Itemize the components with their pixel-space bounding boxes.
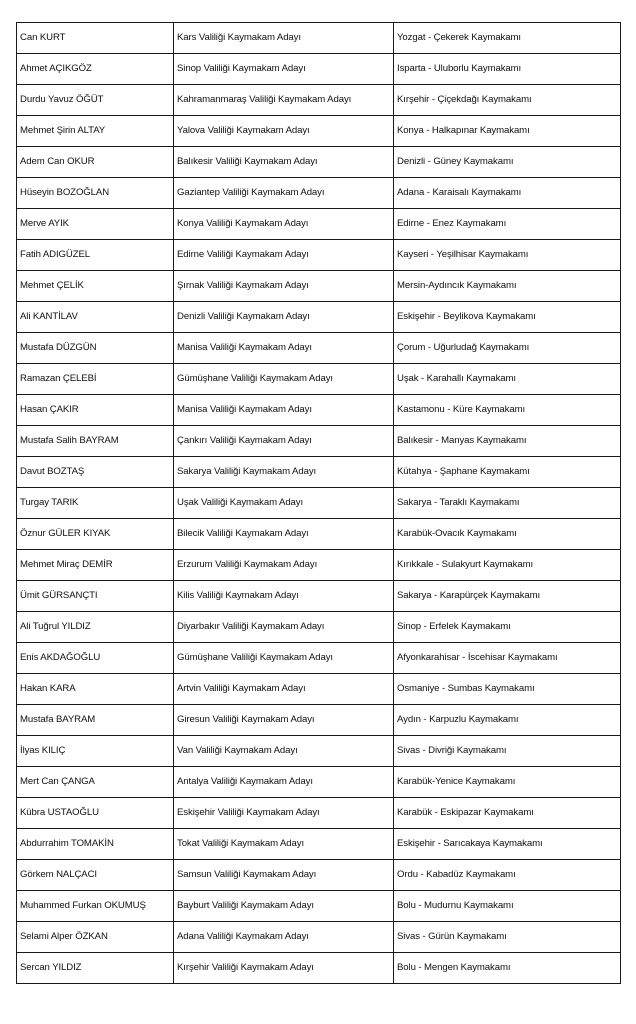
table-row — [17, 457, 621, 488]
new-post-cell: Konya - Halkapınar Kaymakamı — [394, 116, 621, 147]
new-post-cell: Adana - Karaisalı Kaymakamı — [394, 178, 621, 209]
table-row — [17, 767, 621, 798]
table-row — [17, 23, 621, 54]
current-post-cell: Kahramanmaraş Valiliği Kaymakam Adayı — [174, 85, 394, 116]
new-post-cell: Sakarya - Taraklı Kaymakamı — [394, 488, 621, 519]
current-post-cell: Samsun Valiliği Kaymakam Adayı — [174, 860, 394, 891]
table-row — [17, 643, 621, 674]
person-name-cell: Merve AYIK — [17, 209, 174, 240]
current-post-cell: Yalova Valiliği Kaymakam Adayı — [174, 116, 394, 147]
current-post-cell: Eskişehir Valiliği Kaymakam Adayı — [174, 798, 394, 829]
new-post-cell: Karabük-Yenice Kaymakamı — [394, 767, 621, 798]
person-name-cell: Mehmet Şirin ALTAY — [17, 116, 174, 147]
current-post-cell: Diyarbakır Valiliği Kaymakam Adayı — [174, 612, 394, 643]
current-post-cell: Manisa Valiliği Kaymakam Adayı — [174, 395, 394, 426]
new-post-cell: Karabük-Ovacık Kaymakamı — [394, 519, 621, 550]
new-post-cell: Eskişehir - Sarıcakaya Kaymakamı — [394, 829, 621, 860]
current-post-cell: Balıkesir Valiliği Kaymakam Adayı — [174, 147, 394, 178]
new-post-cell: Kayseri - Yeşilhisar Kaymakamı — [394, 240, 621, 271]
table-row — [17, 302, 621, 333]
table-row — [17, 891, 621, 922]
table-row — [17, 488, 621, 519]
person-name-cell: Ramazan ÇELEBİ — [17, 364, 174, 395]
person-name-cell: Hakan KARA — [17, 674, 174, 705]
table-row — [17, 519, 621, 550]
table-row — [17, 953, 621, 984]
new-post-cell: Sivas - Gürün Kaymakamı — [394, 922, 621, 953]
table-row — [17, 860, 621, 891]
new-post-cell: Ordu - Kabadüz Kaymakamı — [394, 860, 621, 891]
new-post-cell: Osmaniye - Sumbas Kaymakamı — [394, 674, 621, 705]
table-row — [17, 798, 621, 829]
person-name-cell: Durdu Yavuz ÖĞÜT — [17, 85, 174, 116]
current-post-cell: Manisa Valiliği Kaymakam Adayı — [174, 333, 394, 364]
table-row — [17, 736, 621, 767]
person-name-cell: Enis AKDAĞOĞLU — [17, 643, 174, 674]
person-name-cell: Ali KANTİLAV — [17, 302, 174, 333]
current-post-cell: Bilecik Valiliği Kaymakam Adayı — [174, 519, 394, 550]
current-post-cell: Artvin Valiliği Kaymakam Adayı — [174, 674, 394, 705]
person-name-cell: Sercan YILDIZ — [17, 953, 174, 984]
person-name-cell: Kübra USTAOĞLU — [17, 798, 174, 829]
person-name-cell: Davut BOZTAŞ — [17, 457, 174, 488]
current-post-cell: Kırşehir Valiliği Kaymakam Adayı — [174, 953, 394, 984]
table-row — [17, 426, 621, 457]
table-row — [17, 612, 621, 643]
person-name-cell: Can KURT — [17, 23, 174, 54]
new-post-cell: Karabük - Eskipazar Kaymakamı — [394, 798, 621, 829]
current-post-cell: Gümüşhane Valiliği Kaymakam Adayı — [174, 643, 394, 674]
new-post-cell: Sakarya - Karapürçek Kaymakamı — [394, 581, 621, 612]
current-post-cell: Sinop Valiliği Kaymakam Adayı — [174, 54, 394, 85]
new-post-cell: Bolu - Mengen Kaymakamı — [394, 953, 621, 984]
current-post-cell: Çankırı Valiliği Kaymakam Adayı — [174, 426, 394, 457]
appointment-table-body — [17, 23, 621, 984]
new-post-cell: Mersin-Aydıncık Kaymakamı — [394, 271, 621, 302]
current-post-cell: Sakarya Valiliği Kaymakam Adayı — [174, 457, 394, 488]
current-post-cell: Giresun Valiliği Kaymakam Adayı — [174, 705, 394, 736]
current-post-cell: Uşak Valiliği Kaymakam Adayı — [174, 488, 394, 519]
person-name-cell: Hasan ÇAKIR — [17, 395, 174, 426]
person-name-cell: Mustafa DÜZGÜN — [17, 333, 174, 364]
new-post-cell: Afyonkarahisar - İscehisar Kaymakamı — [394, 643, 621, 674]
current-post-cell: Erzurum Valiliği Kaymakam Adayı — [174, 550, 394, 581]
person-name-cell: Fatih ADIGÜZEL — [17, 240, 174, 271]
table-row — [17, 271, 621, 302]
person-name-cell: Abdurrahim TOMAKİN — [17, 829, 174, 860]
new-post-cell: Kırıkkale - Sulakyurt Kaymakamı — [394, 550, 621, 581]
new-post-cell: Sinop - Erfelek Kaymakamı — [394, 612, 621, 643]
appointment-table — [16, 22, 621, 984]
new-post-cell: Bolu - Mudurnu Kaymakamı — [394, 891, 621, 922]
new-post-cell: Uşak - Karahallı Kaymakamı — [394, 364, 621, 395]
person-name-cell: Hüseyin BOZOĞLAN — [17, 178, 174, 209]
table-row — [17, 705, 621, 736]
new-post-cell: Denizli - Güney Kaymakamı — [394, 147, 621, 178]
person-name-cell: Muhammed Furkan OKUMUŞ — [17, 891, 174, 922]
person-name-cell: Görkem NALÇACI — [17, 860, 174, 891]
new-post-cell: Aydın - Karpuzlu Kaymakamı — [394, 705, 621, 736]
person-name-cell: Ali Tuğrul YILDIZ — [17, 612, 174, 643]
table-row — [17, 674, 621, 705]
new-post-cell: Kütahya - Şaphane Kaymakamı — [394, 457, 621, 488]
person-name-cell: Mustafa BAYRAM — [17, 705, 174, 736]
person-name-cell: Mustafa Salih BAYRAM — [17, 426, 174, 457]
current-post-cell: Konya Valiliği Kaymakam Adayı — [174, 209, 394, 240]
current-post-cell: Şırnak Valiliği Kaymakam Adayı — [174, 271, 394, 302]
table-row — [17, 116, 621, 147]
current-post-cell: Kilis Valiliği Kaymakam Adayı — [174, 581, 394, 612]
new-post-cell: Eskişehir - Beylikova Kaymakamı — [394, 302, 621, 333]
table-row — [17, 85, 621, 116]
new-post-cell: Balıkesir - Manyas Kaymakamı — [394, 426, 621, 457]
table-row — [17, 829, 621, 860]
current-post-cell: Kars Valiliği Kaymakam Adayı — [174, 23, 394, 54]
table-row — [17, 395, 621, 426]
table-row — [17, 240, 621, 271]
table-row — [17, 550, 621, 581]
person-name-cell: Öznur GÜLER KIYAK — [17, 519, 174, 550]
person-name-cell: Adem Can OKUR — [17, 147, 174, 178]
new-post-cell: Çorum - Uğurludağ Kaymakamı — [394, 333, 621, 364]
table-row — [17, 364, 621, 395]
current-post-cell: Tokat Valiliği Kaymakam Adayı — [174, 829, 394, 860]
current-post-cell: Gaziantep Valiliği Kaymakam Adayı — [174, 178, 394, 209]
current-post-cell: Van Valiliği Kaymakam Adayı — [174, 736, 394, 767]
table-row — [17, 147, 621, 178]
person-name-cell: Mehmet ÇELİK — [17, 271, 174, 302]
current-post-cell: Denizli Valiliği Kaymakam Adayı — [174, 302, 394, 333]
person-name-cell: Turgay TARIK — [17, 488, 174, 519]
person-name-cell: İlyas KILIÇ — [17, 736, 174, 767]
new-post-cell: Isparta - Uluborlu Kaymakamı — [394, 54, 621, 85]
table-row — [17, 54, 621, 85]
current-post-cell: Antalya Valiliği Kaymakam Adayı — [174, 767, 394, 798]
person-name-cell: Ümit GÜRSANÇTI — [17, 581, 174, 612]
new-post-cell: Kastamonu - Küre Kaymakamı — [394, 395, 621, 426]
person-name-cell: Selami Alper ÖZKAN — [17, 922, 174, 953]
table-row — [17, 178, 621, 209]
person-name-cell: Ahmet AÇIKGÖZ — [17, 54, 174, 85]
table-row — [17, 581, 621, 612]
table-row — [17, 209, 621, 240]
person-name-cell: Mehmet Miraç DEMİR — [17, 550, 174, 581]
table-row — [17, 333, 621, 364]
current-post-cell: Edirne Valiliği Kaymakam Adayı — [174, 240, 394, 271]
new-post-cell: Edirne - Enez Kaymakamı — [394, 209, 621, 240]
current-post-cell: Adana Valiliği Kaymakam Adayı — [174, 922, 394, 953]
current-post-cell: Bayburt Valiliği Kaymakam Adayı — [174, 891, 394, 922]
new-post-cell: Yozgat - Çekerek Kaymakamı — [394, 23, 621, 54]
table-row — [17, 922, 621, 953]
new-post-cell: Kırşehir - Çiçekdağı Kaymakamı — [394, 85, 621, 116]
person-name-cell: Mert Can ÇANGA — [17, 767, 174, 798]
current-post-cell: Gümüşhane Valiliği Kaymakam Adayı — [174, 364, 394, 395]
new-post-cell: Sivas - Divriği Kaymakamı — [394, 736, 621, 767]
